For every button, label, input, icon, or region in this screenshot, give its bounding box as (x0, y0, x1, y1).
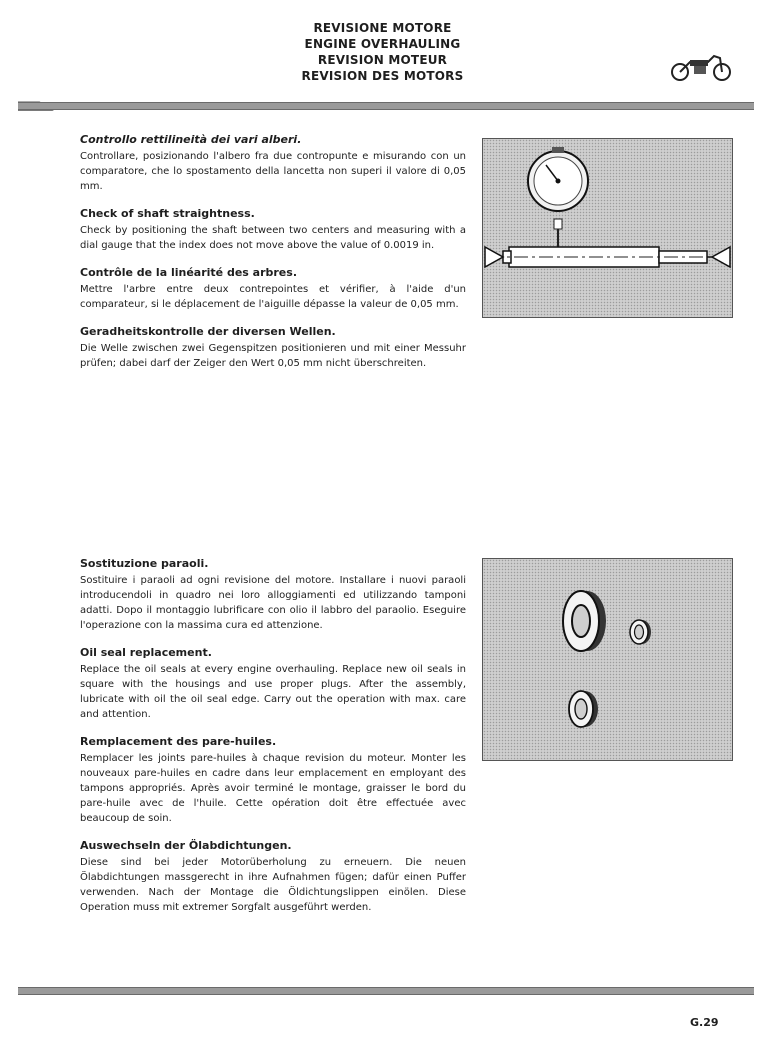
section1-body-en: Check by positioning the shaft between two centers and measuring with a dial gauge that the index does not move above the value of 0.0019 in. (80, 225, 466, 251)
header-line-en: ENGINE OVERHAULING (304, 37, 461, 51)
header-line-fr: REVISION MOTEUR (317, 53, 448, 67)
section2-title-de: Auswechseln der Ölabdichtungen. (80, 839, 292, 852)
section-shaft-straightness (80, 133, 466, 384)
section2-title-it: Sostituzione paraoli. (80, 557, 209, 570)
section1-body-fr: Mettre l'arbre entre deux contrepointes et vérifier, à l'aide d'un comparateur, si le déplacement de l'aiguille dépasse la valeur de 0,05 mm. (80, 284, 466, 310)
section2-body-en: Replace the oil seals at every engine overhauling. Replace new oil seals in square with the housings and use proper plugs. After the assembly, lubricate with oil the oil seal edge. Carry out the operation with max. care and attention. (80, 664, 466, 720)
section2-body-de: Diese sind bei jeder Motorüberholung zu erneuern. Die neuen Ölabdichtungen massgerecht in ihre Aufnahmen fügen; dafür einen Puffer verwenden. Nach der Montage die Öldichtungslippen einölen. Diese Operation muss mit extremer Sorgfalt ausgeführt werden. (80, 857, 466, 913)
dial-gauge-shaft-illustration (482, 138, 733, 318)
section1-body-de: Die Welle zwischen zwei Gegenspitzen positionieren und mit einer Messuhr prüfen; dabei darf der Zeiger den Wert 0,05 mm nicht überschreiten. (80, 343, 466, 369)
header-line-it: REVISIONE MOTORE (313, 21, 452, 35)
motorcycle-icon (668, 52, 734, 82)
section1-body-it: Controllare, posizionando l'albero fra due contropunte e misurando con un comparatore, che lo spostamento della lancetta non superi il valore di 0,05 mm. (80, 151, 466, 192)
section2-title-en: Oil seal replacement. (80, 646, 212, 659)
section1-title-fr: Contrôle de la linéarité des arbres. (80, 266, 297, 279)
page-header (240, 20, 525, 84)
section2-title-fr: Remplacement des pare-huiles. (80, 735, 277, 748)
oil-seals-illustration (482, 558, 733, 761)
header-line-de: REVISION DES MOTORS (301, 69, 464, 83)
section-oil-seal-replacement (80, 557, 466, 928)
page-number: G.29 (690, 1016, 719, 1029)
section1-title-de: Geradheitskontrolle der diversen Wellen. (80, 325, 336, 338)
section1-title-en: Check of shaft straightness. (80, 207, 255, 220)
bottom-rule (18, 987, 754, 995)
section2-body-fr: Remplacer les joints pare-huiles à chaque revision du moteur. Monter les nouveaux pare-huiles en cadre dans leur emplacement en employant des tampons appropriés. Après avoir terminé le montage, graisser le bord du pare-huile avec de l'huile. Cette opération doit être effectuée avec beaucoup de soin. (80, 753, 466, 824)
section1-title-it: Controllo rettilineità dei vari alberi. (80, 133, 302, 146)
section2-body-it: Sostituire i paraoli ad ogni revisione del motore. Installare i nuovi paraoli introducendoli in quadro nei loro alloggiamenti ed utilizzando tamponi adatti. Dopo il montaggio lubrificare con olio il labbro del paraolio. Eseguire l'operazione con la massima cura ed attenzione. (80, 575, 466, 631)
top-rule (18, 102, 754, 110)
